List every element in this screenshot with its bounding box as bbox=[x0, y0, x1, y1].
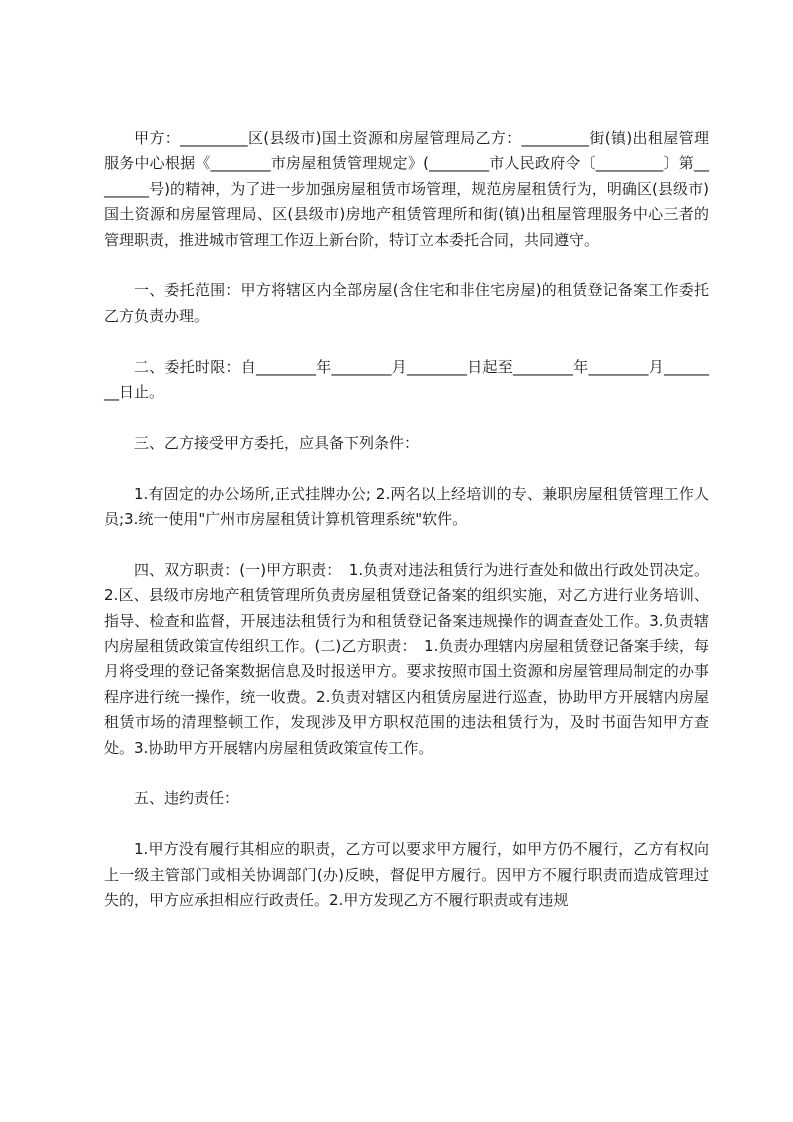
intro-paragraph: 甲方：_________区(县级市)国土资源和房屋管理局乙方：_________街(镇)出租屋管理服务中心根据《________市房屋租赁管理规定》(________市人民政府令〔_________〕第________号)的精神，为了进一步加强房屋租赁市场管理，规范房屋租赁行为，明确区(县级市)国土资源和房屋管理局、区(县级市)房地产租赁管理所和街(镇)出租屋管理服务中心三者的管理职责，推进城市管理工作迈上新台阶，特订立本委托合同，共同遵守。 bbox=[104, 129, 709, 249]
paragraph-gap bbox=[104, 253, 709, 278]
section-conditions-heading: 三、乙方接受甲方委托，应具备下列条件： bbox=[134, 433, 420, 452]
paragraph-gap bbox=[104, 405, 709, 430]
paragraph-gap bbox=[104, 812, 709, 837]
section-liability-heading: 五、违约责任： bbox=[134, 789, 240, 808]
liability-detail-paragraph: 1.甲方没有履行其相应的职责，乙方可以要求甲方履行，如甲方仍不履行，乙方有权向上一级主管部门或相关协调部门(办)反映，督促甲方履行。因甲方不履行职责而造成管理过失的，甲方应承担相应行政责任。2.甲方发现乙方不履行职责或有违规 bbox=[104, 840, 709, 910]
section-duties-paragraph: 四、双方职责：(一)甲方职责： 1.负责对违法租赁行为进行查处和做出行政处罚决定。2.区、县级市房地产租赁管理所负责房屋租赁登记备案的组织实施，对乙方进行业务培训、指导、检查和监督，开展违法租赁行为和租赁登记备案违规操作的调查查处工作。3.负责辖内房屋租赁政策宣传组织工作。(二)乙方职责： 1.负责办理辖内房屋租赁登记备案手续，每月将受理的登记备案数据信息及时报送甲方。要求按照市国土资源和房屋管理局制定的办事程序进行统一操作，统一收费。2.负责对辖区内租赁房屋进行巡查，协助甲方开展辖内房屋租赁市场的清理整顿工作，发现涉及甲方职权范围的违法租赁行为，及时书面告知甲方查处。3.协助甲方开展辖内房屋租赁政策宣传工作。 bbox=[104, 560, 709, 757]
section-scope-paragraph: 一、委托范围：甲方将辖区内全部房屋(含住宅和非住宅房屋)的租赁登记备案工作委托乙方负责办理。 bbox=[104, 281, 709, 325]
section-term-paragraph: 二、委托时限：自________年________月________日起至________年________月________日止。 bbox=[104, 357, 709, 402]
paragraph-gap bbox=[104, 456, 709, 481]
paragraph-gap bbox=[104, 761, 709, 786]
paragraph-gap bbox=[104, 532, 709, 557]
paragraph-gap bbox=[104, 329, 709, 354]
conditions-list-paragraph: 1.有固定的办公场所,正式挂牌办公; 2.两名以上经培训的专、兼职房屋租赁管理工作人员;3.统一使用"广州市房屋租赁计算机管理系统"软件。 bbox=[104, 484, 709, 529]
document-body bbox=[104, 126, 709, 913]
